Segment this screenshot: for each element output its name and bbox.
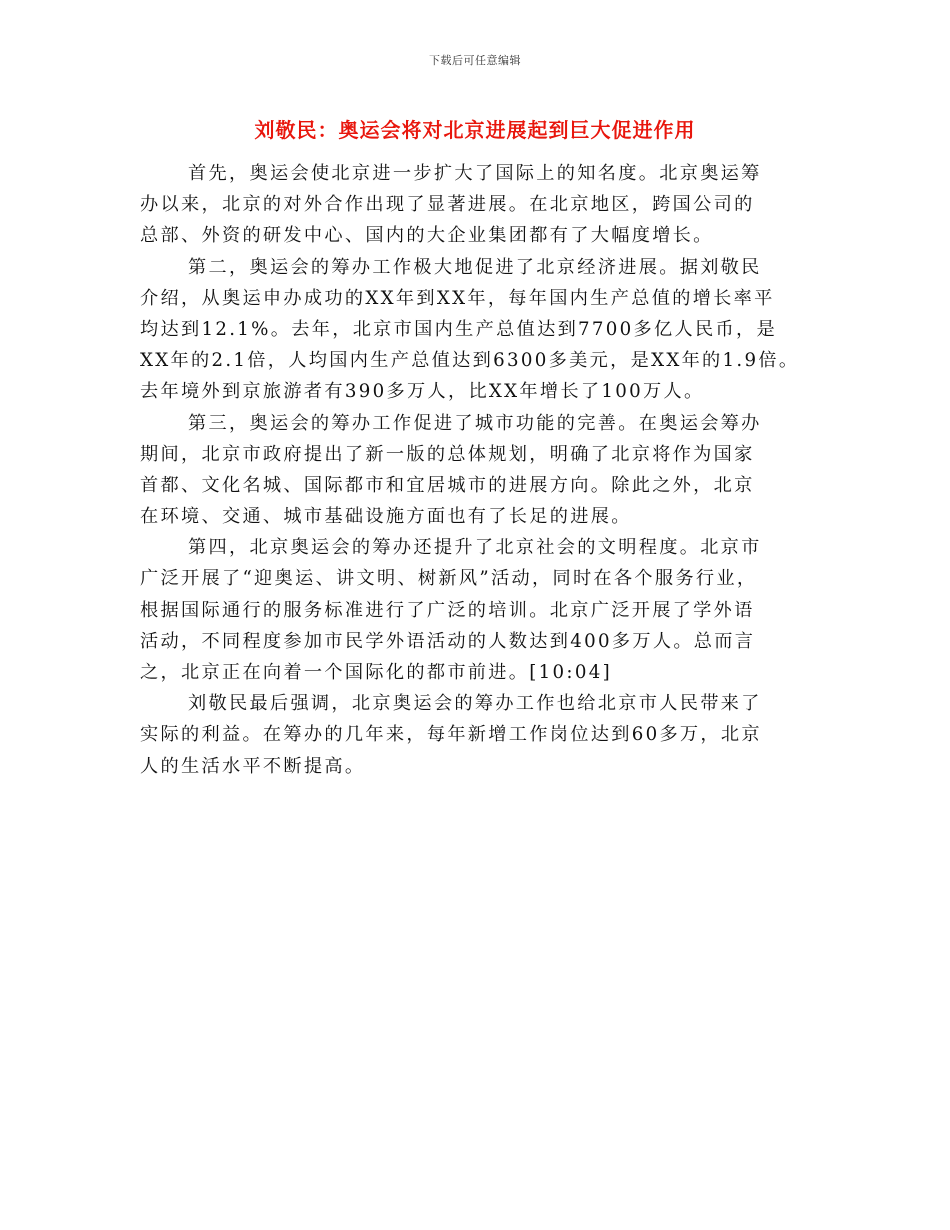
paragraph-line: 总部、外资的研发中心、国内的大企业集团都有了大幅度增长。 — [140, 225, 714, 247]
paragraph-line: 在环境、交通、城市基础设施方面也有了长足的进展。 — [140, 506, 632, 528]
paragraph — [140, 408, 810, 533]
paragraph-line: 广泛开展了“迎奥运、讲文明、树新风”活动，同时在各个服务行业， — [140, 568, 758, 590]
paragraph-line: 之，北京正在向着一个国际化的都市前进。[10:04] — [140, 662, 612, 683]
paragraph-line: 首先，奥运会使北京进一步扩大了国际上的知名度。北京奥运筹 — [188, 163, 762, 184]
paragraph-line: 办以来，北京的对外合作出现了显著进展。在北京地区，跨国公司的 — [140, 194, 755, 216]
paragraph-line: 刘敬民最后强调，北京奥运会的筹办工作也给北京市人民带来了 — [188, 693, 762, 715]
paragraph-line: 第四，北京奥运会的筹办还提升了北京社会的文明程度。北京市 — [188, 537, 762, 559]
paragraph-line: 人的生活水平不断提高。 — [140, 755, 366, 777]
paragraph-line: 活动，不同程度参加市民学外语活动的人数达到400多万人。总而言 — [140, 630, 756, 652]
paragraph-line: 期间，北京市政府提出了新一版的总体规划，明确了北京将作为国家 — [140, 443, 755, 465]
paragraph-line: 第三，奥运会的筹办工作促进了城市功能的完善。在奥运会筹办 — [188, 412, 762, 434]
paragraph — [140, 688, 810, 782]
paragraph-line: 实际的利益。在筹办的几年来，每年新增工作岗位达到60多万，北京 — [140, 724, 762, 746]
article-title: 刘敬民：奥运会将对北京进展起到巨大促进作用 — [254, 118, 696, 142]
paragraph-line: 第二，奥运会的筹办工作极大地促进了北京经济进展。据刘敬民 — [188, 256, 762, 278]
article-body — [140, 158, 810, 782]
paragraph-line: 根据国际通行的服务标准进行了广泛的培训。北京广泛开展了学外语 — [140, 599, 755, 621]
paragraph-line: 均达到12.1%。去年，北京市国内生产总值达到7700多亿人民币，是 — [140, 318, 777, 340]
paragraph — [140, 158, 810, 252]
paragraph — [140, 252, 810, 408]
paragraph-line: 去年境外到京旅游者有390多万人，比XX年增长了100万人。 — [140, 381, 705, 403]
paragraph-line: 首都、文化名城、国际都市和宜居城市的进展方向。除此之外，北京 — [140, 474, 755, 496]
paragraph — [140, 532, 810, 688]
page-header: 下载后可任意编辑 — [429, 54, 521, 67]
paragraph-line: 介绍，从奥运申办成功的XX年到XX年，每年国内生产总值的增长率平 — [140, 287, 775, 309]
paragraph-line: XX年的2.1倍，人均国内生产总值达到6300多美元，是XX年的1.9倍。 — [140, 350, 800, 372]
